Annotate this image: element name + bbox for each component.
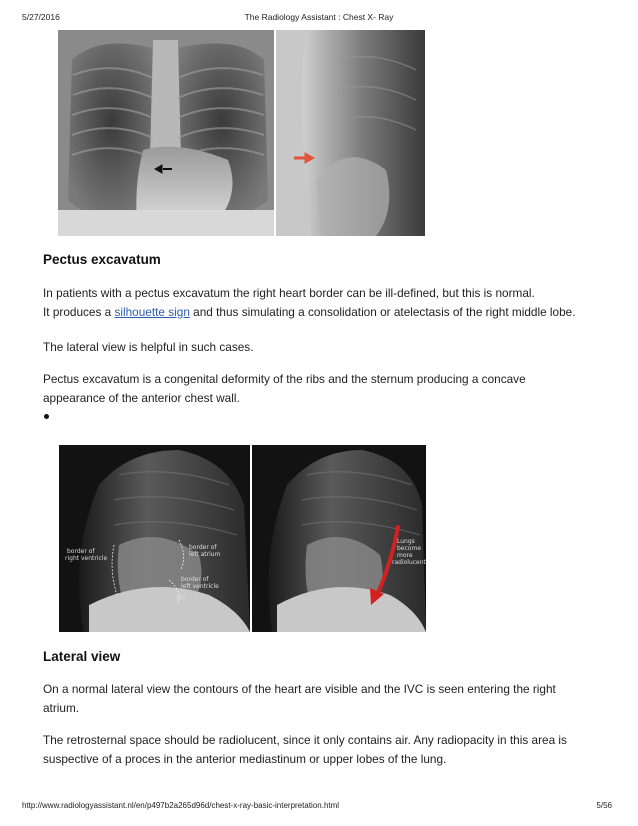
section-heading-lateral: Lateral view bbox=[43, 649, 121, 664]
text-line: The retrosternal space should be radiolucent, since it only contains air. Any radiopacity in this area is bbox=[43, 733, 567, 747]
paragraph-retrosternal bbox=[43, 731, 603, 769]
header-date: 5/27/2016 bbox=[22, 12, 60, 22]
label-more: more bbox=[397, 552, 413, 559]
text-line: suspective of a proces in the anterior mediastinum or upper lobes of the lung. bbox=[43, 752, 447, 766]
section-heading-pectus: Pectus excavatum bbox=[43, 252, 161, 267]
label-border-lv-2: left ventricle bbox=[181, 583, 219, 590]
bullet-point bbox=[44, 414, 49, 419]
label-lungs: Lungs bbox=[397, 538, 415, 545]
text-line: atrium. bbox=[43, 701, 80, 715]
figure-pectus-lateral-xray bbox=[276, 30, 425, 236]
label-border-rv-2: right ventricle bbox=[65, 555, 108, 562]
label-become: become bbox=[397, 545, 422, 552]
footer-page-number: 5/56 bbox=[596, 801, 612, 810]
label-border-lv-1: border of bbox=[181, 576, 209, 583]
footer-url: http://www.radiologyassistant.nl/en/p497b2a265d96d/chest-x-ray-basic-interpretation.html bbox=[22, 801, 340, 810]
text-line: In patients with a pectus excavatum the right heart border can be ill-defined, but this is normal. bbox=[43, 286, 535, 300]
figure-lateral-normal-xray bbox=[59, 445, 250, 632]
label-border-la-1: border of bbox=[189, 544, 217, 551]
text-line: It produces a bbox=[43, 305, 115, 319]
paragraph-pectus-definition bbox=[43, 370, 603, 408]
paragraph-lateral-helpful: The lateral view is helpful in such cases. bbox=[43, 340, 254, 354]
text-line: appearance of the anterior chest wall. bbox=[43, 391, 240, 405]
figure-pectus-pa-xray bbox=[58, 30, 274, 236]
silhouette-sign-link[interactable]: silhouette sign bbox=[114, 305, 190, 319]
label-ivc: IVC bbox=[176, 595, 187, 602]
label-border-la-2: left atrium bbox=[189, 551, 221, 558]
header-title: The Radiology Assistant : Chest X- Ray bbox=[244, 12, 394, 22]
label-border-rv-1: border of bbox=[67, 548, 95, 555]
text-line: On a normal lateral view the contours of the heart are visible and the IVC is seen entering the right bbox=[43, 682, 556, 696]
paragraph-pectus-border bbox=[43, 284, 603, 322]
paragraph-lateral-normal bbox=[43, 680, 603, 718]
figure-lateral-annotated-xray bbox=[252, 445, 426, 632]
text-line: Pectus excavatum is a congenital deformity of the ribs and the sternum producing a concave bbox=[43, 372, 526, 386]
label-radiolucent: radiolucent bbox=[392, 559, 426, 566]
text-line: and thus simulating a consolidation or atelectasis of the right middle lobe. bbox=[189, 305, 576, 319]
